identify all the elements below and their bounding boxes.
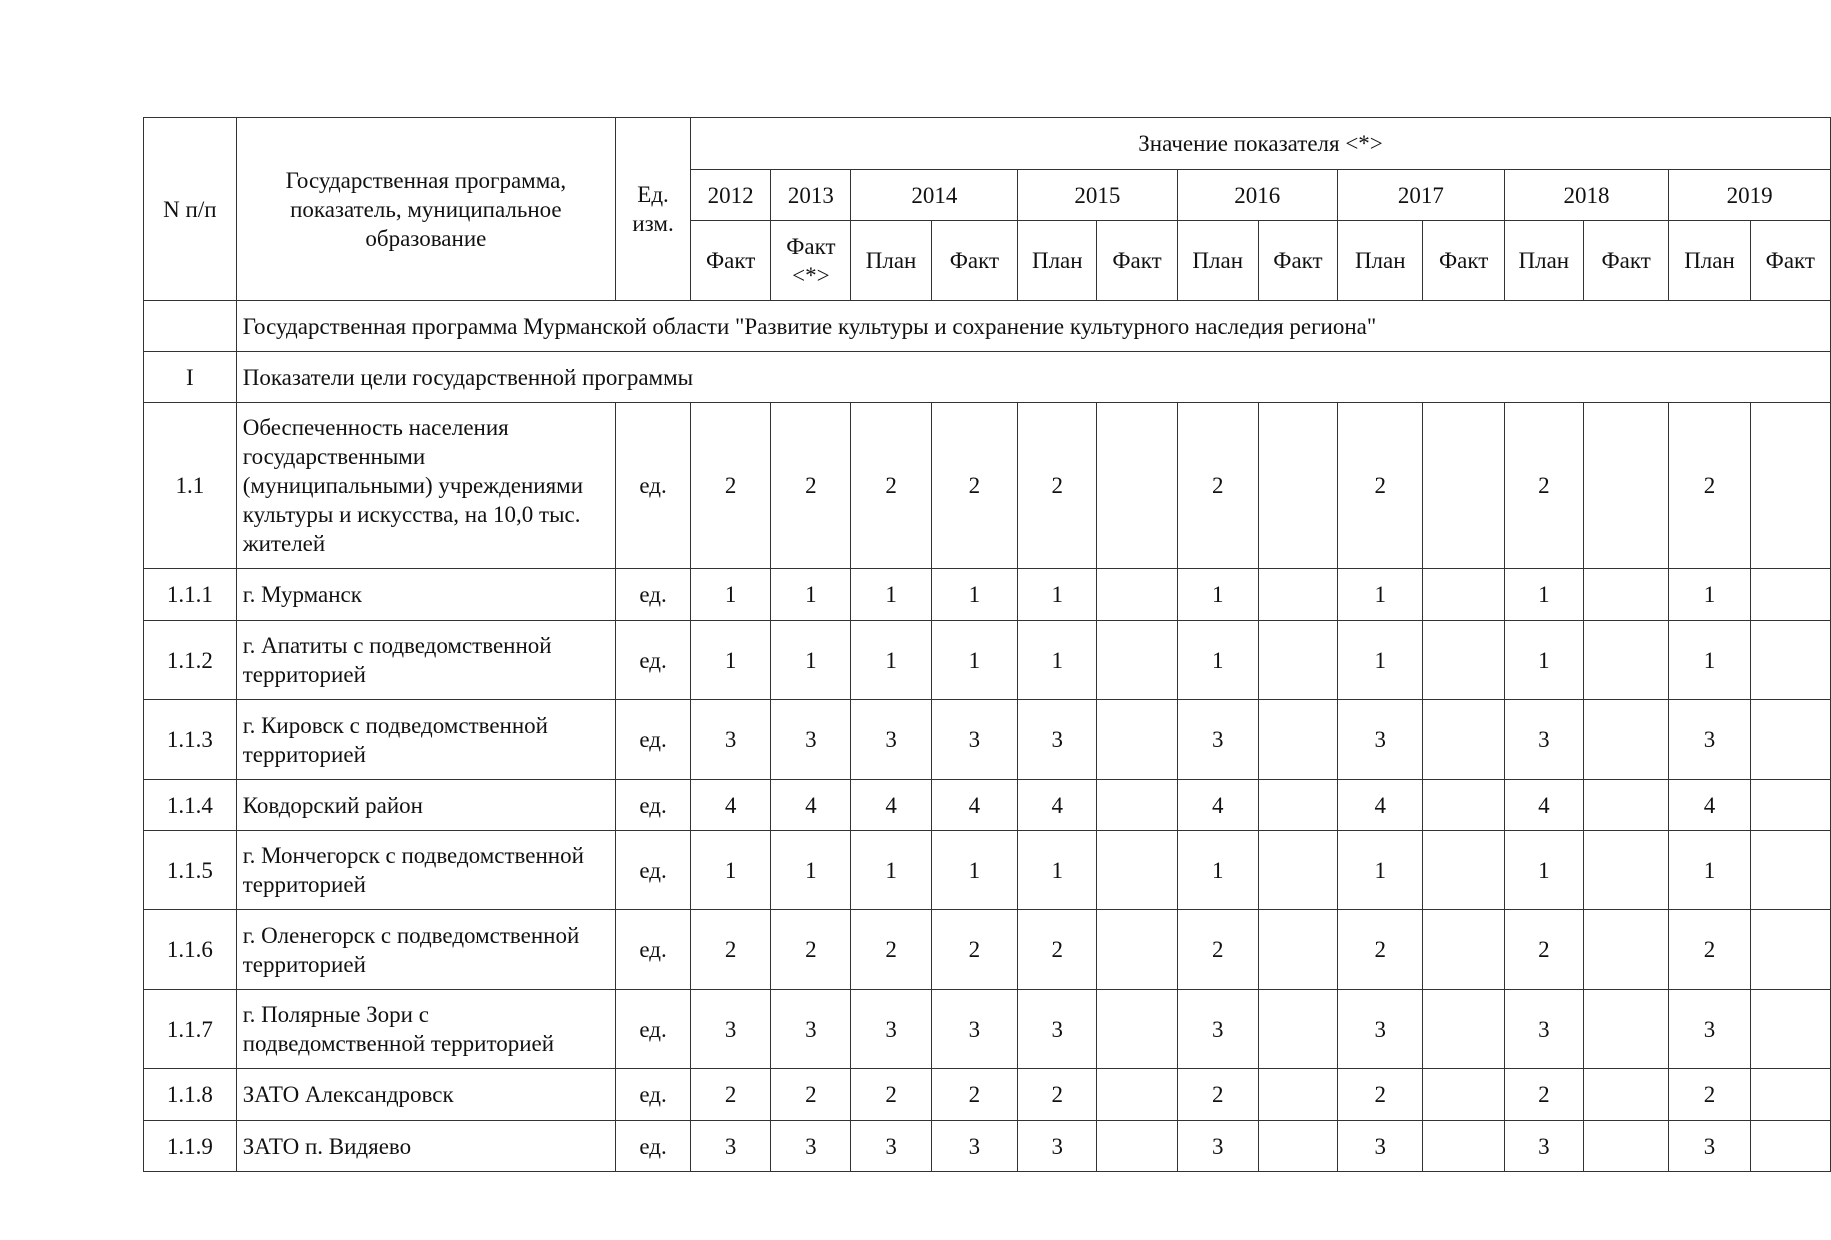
row-value: 2 bbox=[771, 403, 851, 569]
row-value: 3 bbox=[771, 1121, 851, 1172]
row-value bbox=[1423, 1121, 1504, 1172]
row-value: 2 bbox=[1018, 910, 1097, 990]
row-value: 1 bbox=[1504, 569, 1583, 621]
row-value bbox=[1750, 780, 1830, 831]
row-value: 3 bbox=[771, 700, 851, 780]
row-value: 2 bbox=[1669, 403, 1750, 569]
header-value-group: Значение показателя <*> bbox=[691, 118, 1831, 170]
row-value: 1 bbox=[1338, 621, 1423, 700]
row-value bbox=[1258, 403, 1337, 569]
header-num: N п/п bbox=[144, 118, 237, 301]
row-value: 1 bbox=[931, 569, 1017, 621]
row-name: г. Оленегорск с подведомственной территорией bbox=[236, 910, 615, 990]
row-unit: ед. bbox=[616, 1121, 691, 1172]
row-value: 4 bbox=[851, 780, 931, 831]
row-value: 2 bbox=[1338, 910, 1423, 990]
row-value: 3 bbox=[1177, 1121, 1258, 1172]
row-value: 4 bbox=[1177, 780, 1258, 831]
row-name: г. Мончегорск с подведомственной территорией bbox=[236, 831, 615, 910]
row-value: 1 bbox=[1504, 621, 1583, 700]
row-value bbox=[1583, 1069, 1668, 1121]
header-plan-fact: План bbox=[1018, 221, 1097, 301]
row-name: ЗАТО Александровск bbox=[236, 1069, 615, 1121]
row-value: 3 bbox=[1338, 990, 1423, 1069]
row-value: 3 bbox=[1177, 700, 1258, 780]
row-value bbox=[1258, 990, 1337, 1069]
row-value bbox=[1583, 403, 1668, 569]
row-value: 2 bbox=[1504, 910, 1583, 990]
row-value: 2 bbox=[1177, 1069, 1258, 1121]
row-value bbox=[1258, 780, 1337, 831]
row-name: Обеспеченность населения государственными (муниципальными) учреждениями культуры и искусства, на 10,0 тыс. жителей bbox=[236, 403, 615, 569]
row-value bbox=[1750, 569, 1830, 621]
row-value bbox=[1258, 700, 1337, 780]
row-value: 2 bbox=[1504, 1069, 1583, 1121]
header-plan-fact: Факт bbox=[1097, 221, 1177, 301]
row-value bbox=[1258, 831, 1337, 910]
row-value: 4 bbox=[931, 780, 1017, 831]
header-plan-fact: План bbox=[851, 221, 931, 301]
row-value: 1 bbox=[931, 621, 1017, 700]
program-row bbox=[144, 301, 1831, 352]
row-value bbox=[1583, 621, 1668, 700]
row-value: 3 bbox=[1018, 700, 1097, 780]
row-value: 3 bbox=[1669, 990, 1750, 1069]
row-value: 2 bbox=[691, 1069, 771, 1121]
row-value: 1 bbox=[1177, 621, 1258, 700]
row-num: 1.1.7 bbox=[144, 990, 237, 1069]
row-value: 2 bbox=[1177, 910, 1258, 990]
row-value: 2 bbox=[1018, 403, 1097, 569]
header-plan-fact: План bbox=[1338, 221, 1423, 301]
indicator-table bbox=[143, 117, 1831, 1172]
row-value bbox=[1583, 990, 1668, 1069]
header-name: Государственная программа, показатель, муниципальное образование bbox=[236, 118, 615, 301]
row-value: 1 bbox=[691, 831, 771, 910]
row-value: 3 bbox=[931, 700, 1017, 780]
row-value: 2 bbox=[771, 910, 851, 990]
row-value: 1 bbox=[1669, 831, 1750, 910]
table-row bbox=[144, 621, 1831, 700]
row-value bbox=[1097, 831, 1177, 910]
row-value bbox=[1750, 831, 1830, 910]
row-value: 3 bbox=[931, 990, 1017, 1069]
row-value: 3 bbox=[1504, 1121, 1583, 1172]
row-value: 1 bbox=[851, 831, 931, 910]
row-value: 2 bbox=[771, 1069, 851, 1121]
table-row bbox=[144, 403, 1831, 569]
row-unit: ед. bbox=[616, 403, 691, 569]
header-year: 2014 bbox=[851, 170, 1018, 221]
table-row bbox=[144, 700, 1831, 780]
row-value: 3 bbox=[691, 1121, 771, 1172]
row-value: 1 bbox=[1669, 569, 1750, 621]
row-num: 1.1.2 bbox=[144, 621, 237, 700]
table-row bbox=[144, 1069, 1831, 1121]
header-unit: Ед. изм. bbox=[616, 118, 691, 301]
row-value bbox=[1583, 780, 1668, 831]
row-value: 3 bbox=[931, 1121, 1017, 1172]
table-row bbox=[144, 990, 1831, 1069]
row-value bbox=[1423, 403, 1504, 569]
table-row bbox=[144, 569, 1831, 621]
row-value: 2 bbox=[1338, 403, 1423, 569]
row-value: 3 bbox=[1018, 990, 1097, 1069]
header-plan-fact: План bbox=[1177, 221, 1258, 301]
row-unit: ед. bbox=[616, 831, 691, 910]
row-value: 1 bbox=[1177, 831, 1258, 910]
row-value bbox=[1423, 990, 1504, 1069]
row-name: Ковдорский район bbox=[236, 780, 615, 831]
program-num bbox=[144, 301, 237, 352]
header-plan-fact: Факт bbox=[1423, 221, 1504, 301]
row-value: 1 bbox=[1018, 831, 1097, 910]
row-value bbox=[1423, 621, 1504, 700]
row-unit: ед. bbox=[616, 569, 691, 621]
row-value: 1 bbox=[1018, 621, 1097, 700]
row-value: 3 bbox=[851, 990, 931, 1069]
header-plan-fact: Факт bbox=[1258, 221, 1337, 301]
row-value bbox=[1583, 910, 1668, 990]
row-value bbox=[1097, 910, 1177, 990]
row-value bbox=[1423, 831, 1504, 910]
row-value bbox=[1423, 1069, 1504, 1121]
header-plan-fact: План bbox=[1669, 221, 1750, 301]
row-value bbox=[1097, 621, 1177, 700]
row-value bbox=[1423, 569, 1504, 621]
row-unit: ед. bbox=[616, 990, 691, 1069]
row-value: 4 bbox=[1669, 780, 1750, 831]
row-value bbox=[1583, 569, 1668, 621]
row-value bbox=[1258, 1121, 1337, 1172]
row-value: 2 bbox=[1669, 1069, 1750, 1121]
header-plan-fact: Факт <*> bbox=[771, 221, 851, 301]
row-value bbox=[1423, 700, 1504, 780]
row-name: г. Апатиты с подведомственной территорией bbox=[236, 621, 615, 700]
program-title: Государственная программа Мурманской области "Развитие культуры и сохранение культурного наследия региона" bbox=[236, 301, 1830, 352]
row-unit: ед. bbox=[616, 910, 691, 990]
header-year: 2018 bbox=[1504, 170, 1669, 221]
row-value: 3 bbox=[1018, 1121, 1097, 1172]
row-num: 1.1.6 bbox=[144, 910, 237, 990]
row-unit: ед. bbox=[616, 1069, 691, 1121]
row-value: 3 bbox=[1669, 1121, 1750, 1172]
header-row bbox=[144, 118, 1831, 170]
header-year: 2019 bbox=[1669, 170, 1831, 221]
row-value: 1 bbox=[851, 569, 931, 621]
row-value bbox=[1583, 831, 1668, 910]
row-num: 1.1.3 bbox=[144, 700, 237, 780]
row-value bbox=[1750, 1121, 1830, 1172]
row-value bbox=[1258, 569, 1337, 621]
row-value: 3 bbox=[691, 700, 771, 780]
row-value: 3 bbox=[1338, 1121, 1423, 1172]
row-value: 1 bbox=[691, 569, 771, 621]
row-value bbox=[1097, 990, 1177, 1069]
row-value: 1 bbox=[1504, 831, 1583, 910]
header-year: 2016 bbox=[1177, 170, 1337, 221]
row-value: 4 bbox=[691, 780, 771, 831]
row-value: 1 bbox=[931, 831, 1017, 910]
row-value: 3 bbox=[1338, 700, 1423, 780]
row-value: 3 bbox=[691, 990, 771, 1069]
row-value bbox=[1097, 569, 1177, 621]
row-value bbox=[1750, 700, 1830, 780]
header-plan-fact: Факт bbox=[1583, 221, 1668, 301]
row-value: 2 bbox=[931, 403, 1017, 569]
row-value: 3 bbox=[1504, 990, 1583, 1069]
row-value bbox=[1423, 780, 1504, 831]
row-value: 1 bbox=[771, 569, 851, 621]
section-num: I bbox=[144, 352, 237, 403]
row-num: 1.1.9 bbox=[144, 1121, 237, 1172]
row-value: 2 bbox=[1177, 403, 1258, 569]
row-value: 1 bbox=[1338, 569, 1423, 621]
row-unit: ед. bbox=[616, 780, 691, 831]
header-year: 2017 bbox=[1338, 170, 1505, 221]
row-value: 2 bbox=[691, 910, 771, 990]
row-value: 4 bbox=[1018, 780, 1097, 831]
row-value: 3 bbox=[1177, 990, 1258, 1069]
row-value bbox=[1258, 621, 1337, 700]
row-num: 1.1.8 bbox=[144, 1069, 237, 1121]
row-value: 3 bbox=[771, 990, 851, 1069]
row-num: 1.1 bbox=[144, 403, 237, 569]
header-plan-fact: Факт bbox=[1750, 221, 1830, 301]
header-plan-fact: Факт bbox=[691, 221, 771, 301]
row-num: 1.1.1 bbox=[144, 569, 237, 621]
row-value bbox=[1750, 403, 1830, 569]
table-row bbox=[144, 780, 1831, 831]
row-value: 1 bbox=[851, 621, 931, 700]
row-value bbox=[1097, 780, 1177, 831]
row-value bbox=[1258, 1069, 1337, 1121]
row-value bbox=[1423, 910, 1504, 990]
row-unit: ед. bbox=[616, 621, 691, 700]
row-value: 2 bbox=[851, 910, 931, 990]
row-value: 3 bbox=[1669, 700, 1750, 780]
table-row bbox=[144, 831, 1831, 910]
row-name: г. Мурманск bbox=[236, 569, 615, 621]
row-num: 1.1.5 bbox=[144, 831, 237, 910]
row-name: ЗАТО п. Видяево bbox=[236, 1121, 615, 1172]
section-title: Показатели цели государственной программы bbox=[236, 352, 1830, 403]
row-value: 2 bbox=[1504, 403, 1583, 569]
section-row bbox=[144, 352, 1831, 403]
row-value bbox=[1583, 1121, 1668, 1172]
header-year: 2013 bbox=[771, 170, 851, 221]
row-value bbox=[1750, 990, 1830, 1069]
row-value: 2 bbox=[1338, 1069, 1423, 1121]
row-value: 4 bbox=[1504, 780, 1583, 831]
row-value: 3 bbox=[1504, 700, 1583, 780]
row-value bbox=[1258, 910, 1337, 990]
row-num: 1.1.4 bbox=[144, 780, 237, 831]
row-name: г. Полярные Зори с подведомственной территорией bbox=[236, 990, 615, 1069]
row-value bbox=[1750, 1069, 1830, 1121]
header-plan-fact: План bbox=[1504, 221, 1583, 301]
row-value: 1 bbox=[771, 831, 851, 910]
row-value bbox=[1097, 403, 1177, 569]
row-value bbox=[1097, 1069, 1177, 1121]
row-value: 1 bbox=[1018, 569, 1097, 621]
row-value bbox=[1750, 910, 1830, 990]
row-value: 1 bbox=[1669, 621, 1750, 700]
row-value: 1 bbox=[691, 621, 771, 700]
row-value: 2 bbox=[931, 1069, 1017, 1121]
header-plan-fact: Факт bbox=[931, 221, 1017, 301]
row-value bbox=[1750, 621, 1830, 700]
row-value: 1 bbox=[771, 621, 851, 700]
row-unit: ед. bbox=[616, 700, 691, 780]
row-value: 2 bbox=[1018, 1069, 1097, 1121]
row-value bbox=[1097, 700, 1177, 780]
header-year: 2012 bbox=[691, 170, 771, 221]
row-value: 1 bbox=[1177, 569, 1258, 621]
row-value: 2 bbox=[931, 910, 1017, 990]
row-value: 2 bbox=[691, 403, 771, 569]
row-value: 4 bbox=[1338, 780, 1423, 831]
row-value: 2 bbox=[851, 403, 931, 569]
row-value: 2 bbox=[1669, 910, 1750, 990]
row-value: 1 bbox=[1338, 831, 1423, 910]
row-name: г. Кировск с подведомственной территорией bbox=[236, 700, 615, 780]
row-value bbox=[1097, 1121, 1177, 1172]
header-year: 2015 bbox=[1018, 170, 1177, 221]
row-value: 3 bbox=[851, 1121, 931, 1172]
table-row bbox=[144, 910, 1831, 990]
row-value bbox=[1583, 700, 1668, 780]
row-value: 2 bbox=[851, 1069, 931, 1121]
row-value: 3 bbox=[851, 700, 931, 780]
row-value: 4 bbox=[771, 780, 851, 831]
table-row bbox=[144, 1121, 1831, 1172]
